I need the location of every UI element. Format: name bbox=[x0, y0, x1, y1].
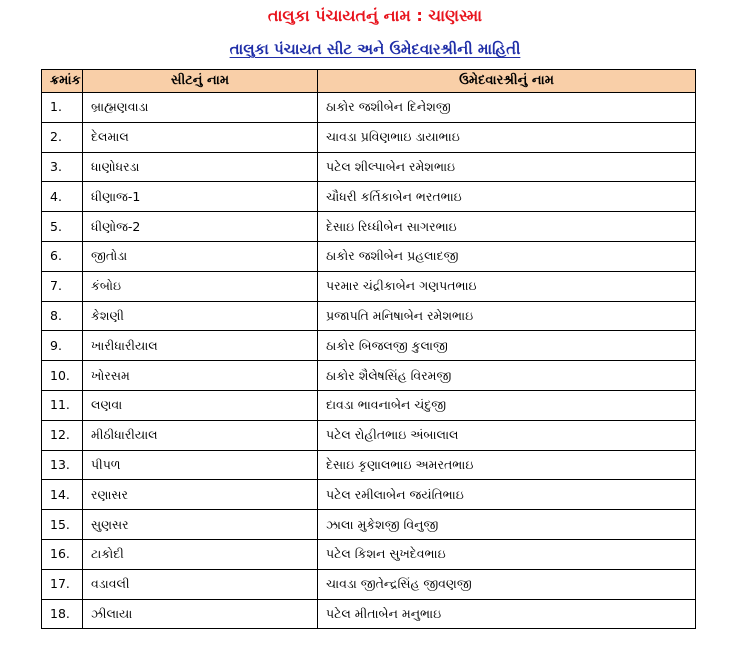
serial-number-cell: 18. bbox=[42, 599, 83, 629]
table-row bbox=[42, 480, 696, 510]
seat-name-cell: રણાસર bbox=[83, 480, 318, 510]
table-row bbox=[42, 510, 696, 540]
candidate-name-cell: પરમાર ચંદ્રીકાબેન ગણપતભાઇ bbox=[318, 271, 696, 301]
table-row bbox=[42, 450, 696, 480]
candidate-name-cell: ઝાલા મુકેશજી વિનુજી bbox=[318, 510, 696, 540]
candidate-name-cell: ઠાકોર શૈલેષસિંહ વિરમજી bbox=[318, 361, 696, 391]
serial-number-cell: 1. bbox=[42, 93, 83, 123]
seat-name-cell: લણવા bbox=[83, 390, 318, 420]
candidate-name-cell: પટેલ રોહીતભાઇ અંબાલાલ bbox=[318, 420, 696, 450]
serial-number-cell: 13. bbox=[42, 450, 83, 480]
subtitle-text: તાલુકા પંચાયત સીટ અને ઉમેદવારશ્રીની માહિતી bbox=[229, 40, 521, 58]
table-row bbox=[42, 241, 696, 271]
candidate-name-cell: ઠાકોર જશીબેન દિનેશજી bbox=[318, 93, 696, 123]
serial-number-cell: 6. bbox=[42, 241, 83, 271]
candidate-name-cell: ઠાકોર બિજલજી કુલાજી bbox=[318, 331, 696, 361]
table-row bbox=[42, 539, 696, 569]
candidate-name-cell: પટેલ શીલ્પાબેન રમેશભાઇ bbox=[318, 152, 696, 182]
table-row bbox=[42, 122, 696, 152]
candidate-name-cell: પટેલ કિશન સુખદેવભાઇ bbox=[318, 539, 696, 569]
candidate-name-cell: ઠાકોર જશીબેન પ્રહલાદજી bbox=[318, 241, 696, 271]
serial-number-cell: 17. bbox=[42, 569, 83, 599]
table-row bbox=[42, 93, 696, 123]
seat-name-cell: દેલમાલ bbox=[83, 122, 318, 152]
serial-number-cell: 11. bbox=[42, 390, 83, 420]
table-row bbox=[42, 361, 696, 391]
header-seat-name: સીટનું નામ bbox=[83, 70, 318, 93]
seat-name-cell: ઝીલાયા bbox=[83, 599, 318, 629]
seat-name-cell: જીતોડા bbox=[83, 241, 318, 271]
seat-name-cell: ધાણોધરડા bbox=[83, 152, 318, 182]
table-row bbox=[42, 390, 696, 420]
serial-number-cell: 12. bbox=[42, 420, 83, 450]
serial-number-cell: 4. bbox=[42, 182, 83, 212]
candidate-name-cell: ચાવડા પ્રવિણભાઇ ડાયાભાઇ bbox=[318, 122, 696, 152]
candidate-name-cell: પટેલ રમીલાબેન જયંતિભાઇ bbox=[318, 480, 696, 510]
serial-number-cell: 10. bbox=[42, 361, 83, 391]
serial-number-cell: 3. bbox=[42, 152, 83, 182]
seat-name-cell: કંબોઇ bbox=[83, 271, 318, 301]
page-subtitle bbox=[0, 37, 750, 61]
page-title: તાલુકા પંચાયતનું નામ : ચાણસ્મા bbox=[267, 6, 483, 25]
serial-number-cell: 14. bbox=[42, 480, 83, 510]
candidate-name-cell: દેસાઇ કૃણાલભાઇ અમરતભાઇ bbox=[318, 450, 696, 480]
candidate-name-cell: ચૌધરી કર્તિકાબેન ભરતભાઇ bbox=[318, 182, 696, 212]
table-body bbox=[42, 93, 696, 629]
table-row bbox=[42, 420, 696, 450]
seat-candidate-table bbox=[41, 69, 696, 629]
serial-number-cell: 9. bbox=[42, 331, 83, 361]
table-row bbox=[42, 212, 696, 242]
serial-number-cell: 16. bbox=[42, 539, 83, 569]
candidate-name-cell: ચાવડા જીતેન્દ્રસિંહ જીવણજી bbox=[318, 569, 696, 599]
candidate-name-cell: દેસાઇ રિધ્ધીબેન સાગરભાઇ bbox=[318, 212, 696, 242]
seat-name-cell: ટાકોદી bbox=[83, 539, 318, 569]
seat-name-cell: સુણસર bbox=[83, 510, 318, 540]
seat-name-cell: કેશણી bbox=[83, 301, 318, 331]
seat-name-cell: બ્રાહ્મણવાડા bbox=[83, 93, 318, 123]
candidate-name-cell: દાવડા ભાવનાબેન ચંદુજી bbox=[318, 390, 696, 420]
table-row bbox=[42, 271, 696, 301]
serial-number-cell: 8. bbox=[42, 301, 83, 331]
seat-name-cell: ધીણાજ-1 bbox=[83, 182, 318, 212]
table-row bbox=[42, 331, 696, 361]
serial-number-cell: 2. bbox=[42, 122, 83, 152]
seat-name-cell: ખોરસમ bbox=[83, 361, 318, 391]
serial-number-cell: 15. bbox=[42, 510, 83, 540]
table-row bbox=[42, 569, 696, 599]
header-serial-number: ક્રમાંક bbox=[42, 70, 83, 93]
table-row bbox=[42, 599, 696, 629]
seat-name-cell: વડાવલી bbox=[83, 569, 318, 599]
candidate-name-cell: પટેલ મીતાબેન મનુભાઇ bbox=[318, 599, 696, 629]
seat-name-cell: મીઠીધારીયાલ bbox=[83, 420, 318, 450]
table-row bbox=[42, 152, 696, 182]
seat-name-cell: ધીણોજ-2 bbox=[83, 212, 318, 242]
seat-name-cell: પીપળ bbox=[83, 450, 318, 480]
candidate-name-cell: પ્રજાપતિ મનિષાબેન રમેશભાઇ bbox=[318, 301, 696, 331]
serial-number-cell: 7. bbox=[42, 271, 83, 301]
table-header-row bbox=[42, 70, 696, 93]
header-candidate-name: ઉમેદવારશ્રીનું નામ bbox=[318, 70, 696, 93]
table-row bbox=[42, 301, 696, 331]
seat-name-cell: ખારીધારીયાલ bbox=[83, 331, 318, 361]
table-row bbox=[42, 182, 696, 212]
serial-number-cell: 5. bbox=[42, 212, 83, 242]
